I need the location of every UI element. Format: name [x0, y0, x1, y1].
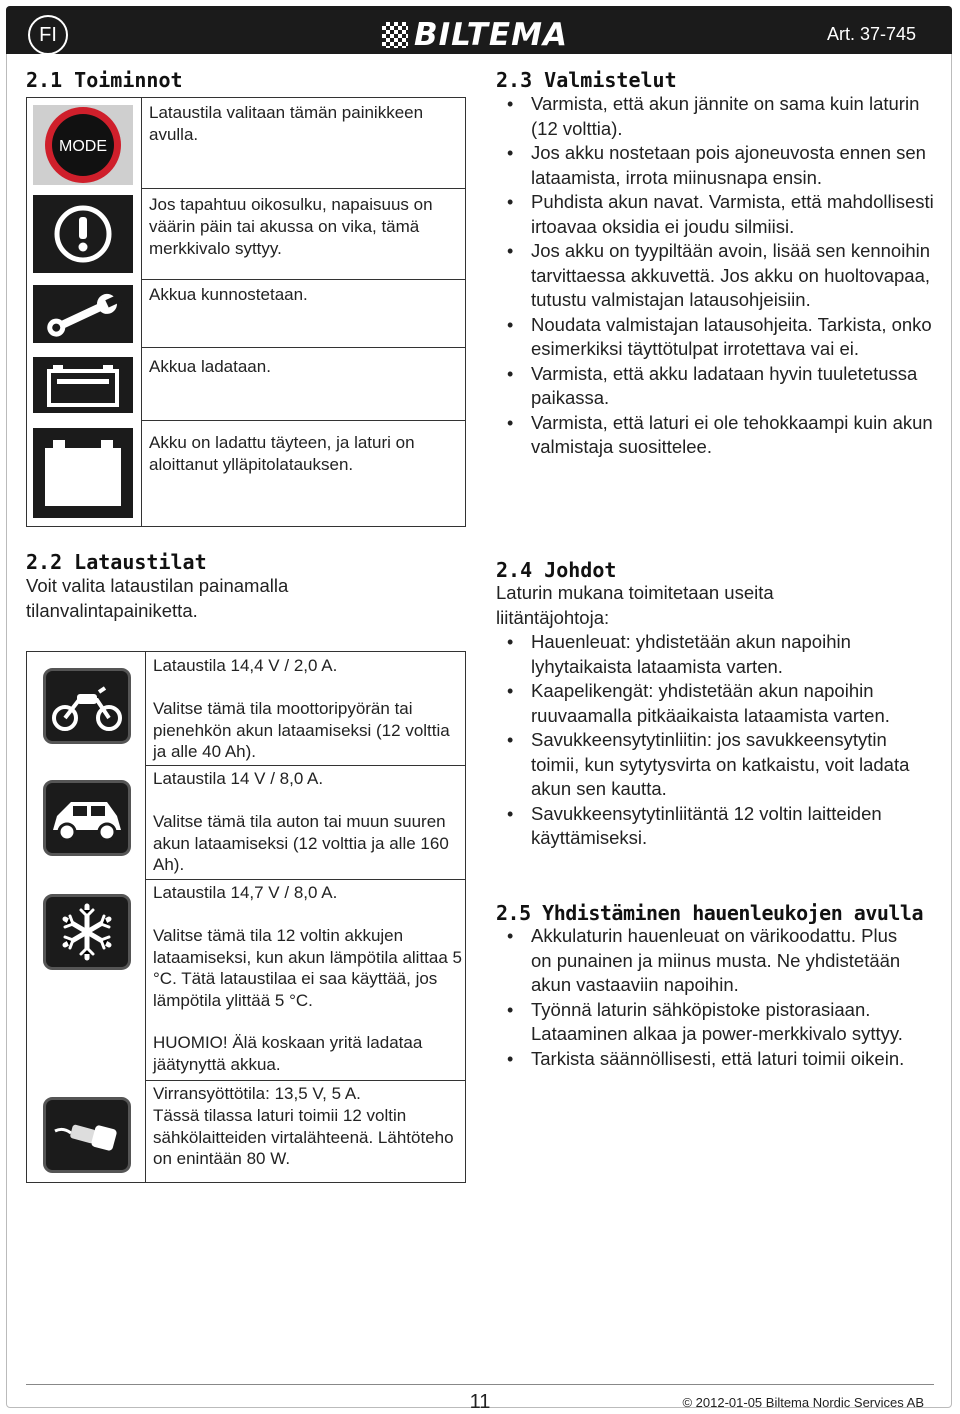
exclamation-icon: [33, 195, 133, 273]
language-badge: FI: [28, 15, 68, 55]
clamps-list: [496, 924, 916, 1071]
list-item: • Varmista, että laturi ei ole tehokkaampi kuin akun valmistaja suosittelee.: [496, 411, 936, 460]
brand-logo: [382, 17, 568, 53]
section-title-2-2: 2.2 Lataustilat: [26, 550, 207, 574]
mode-button-icon: [33, 105, 133, 185]
copyright: © 2012-01-05 Biltema Nordic Services AB: [682, 1395, 924, 1410]
article-number: Art. 37-745: [826, 24, 916, 44]
list-item: • Varmista, että akku ladataan hyvin tuuletetussa paikassa.: [496, 362, 936, 411]
mode-heading-power-supply: Virransyöttötila: 13,5 V, 5 A.: [153, 1084, 361, 1103]
snowflake-icon: [43, 894, 131, 970]
list-item: • Jos akku nostetaan pois ajoneuvosta ennen sen lataamista, irrota miinusnapa ensin.: [496, 141, 936, 190]
wrench-icon: [33, 285, 133, 343]
mode-text-cold: Valitse tämä tila 12 voltin akkujen lataamiseksi, kun akun lämpötila alittaa 5 °C. Tätä lataustilaa ei saa käyttää, jos lämpötila ylittää 5 °C.: [153, 926, 462, 1010]
row-text-charging: Akkua ladataan.: [149, 357, 271, 376]
mode-text-motorcycle: Valitse tämä tila moottoripyörän tai pienehkön akun lataamiseksi (12 volttia ja alle 40 Ah).: [153, 699, 450, 761]
mode-heading-motorcycle: Lataustila 14,4 V / 2,0 A.: [153, 656, 338, 675]
list-item: • Kaapelikengät: yhdistetään akun napoihin ruuvaamalla pitkäaikaista lataamista varten.: [496, 679, 936, 728]
row-text-fault: Jos tapahtuu oikosulku, napaisuus on väärin päin tai akussa on vika, tämä merkkivalo syttyy.: [149, 195, 433, 258]
charge-modes-table: [26, 651, 466, 1183]
list-item: • Tarkista säännöllisesti, että laturi toimii oikein.: [496, 1047, 916, 1072]
section-intro-2-2: Voit valita lataustilan painamalla tilanvalintapainiketta.: [26, 575, 289, 621]
mode-note-cold: HUOMIO! Älä koskaan yritä ladataa jäätynyttä akkua.: [153, 1033, 423, 1074]
page-number: 11: [469, 1391, 491, 1413]
list-item: • Savukkeensytytinliitin: jos savukkeensytytin toimii, kun sytytysvirta on katkaistu, voit ladata akun sen kautta.: [496, 728, 936, 802]
mode-text-power-supply: Tässä tilassa laturi toimii 12 voltin sähkölaitteiden virtalähteenä. Lähtöteho on enintään 80 W.: [153, 1106, 454, 1168]
list-item: • Puhdista akun navat. Varmista, että mahdollisesti irtoavaa oksidia ei joudu silmiisi.: [496, 190, 936, 239]
list-item: • Akkulaturin hauenleuat on värikoodattu. Plus on punainen ja miinus musta. Ne yhdistetään akun vastaaviin napoihin.: [496, 924, 916, 998]
row-text-recondition: Akkua kunnostetaan.: [149, 285, 308, 304]
page-header: [6, 6, 952, 54]
motorcycle-icon: [43, 668, 131, 744]
section-title-2-4: 2.4 Johdot: [496, 558, 617, 582]
section-intro-2-4: Laturin mukana toimitetaan useita liitäntäjohtoja:: [496, 582, 774, 628]
power-supply-plug-icon: [43, 1097, 131, 1173]
battery-full-icon: [33, 428, 133, 518]
list-item: • Savukkeensytytinliitäntä 12 voltin laitteiden käyttämiseksi.: [496, 802, 936, 851]
checker-flag-icon: [382, 22, 408, 48]
section-title-2-1: 2.1 Toiminnot: [26, 68, 183, 92]
battery-charging-icon: [33, 357, 133, 413]
list-item: • Työnnä laturin sähköpistoke pistorasiaan. Lataaminen alkaa ja power-merkkivalo syttyy.: [496, 998, 916, 1047]
footer-divider: [26, 1384, 934, 1385]
section-title-2-3: 2.3 Valmistelut: [496, 68, 677, 92]
row-text-full: Akku on ladattu täyteen, ja laturi on aloittanut ylläpitolatauksen.: [149, 433, 415, 474]
car-icon: [43, 780, 131, 856]
cables-list: [496, 630, 936, 851]
mode-heading-car: Lataustila 14 V / 8,0 A.: [153, 769, 324, 788]
list-item: • Hauenleuat: yhdistetään akun napoihin lyhytaikaista lataamista varten.: [496, 630, 936, 679]
list-item: • Varmista, että akun jännite on sama kuin laturin (12 volttia).: [496, 92, 936, 141]
brand-name: BILTEMA: [414, 17, 568, 53]
section-title-2-5: 2.5 Yhdistäminen hauenleukojen avulla: [496, 901, 924, 925]
svg-text:MODE: MODE: [59, 138, 107, 155]
mode-text-car: Valitse tämä tila auton tai muun suuren akun lataamiseksi (12 volttia ja alle 160 Ah).: [153, 812, 449, 874]
preparations-list: [496, 92, 936, 460]
list-item: • Jos akku on tyypiltään avoin, lisää sen kennoihin tarvittaessa akkuvettä. Jos akku on huoltovapaa, tutustu valmistajan latausohjeisiin.: [496, 239, 936, 313]
row-text-mode: Lataustila valitaan tämän painikkeen avulla.: [149, 103, 424, 144]
list-item: • Noudata valmistajan latausohjeita. Tarkista, onko esimerkiksi täyttötulpat irrotettava vai ei.: [496, 313, 936, 362]
functions-table: [26, 97, 466, 527]
mode-heading-cold: Lataustila 14,7 V / 8,0 A.: [153, 883, 338, 902]
